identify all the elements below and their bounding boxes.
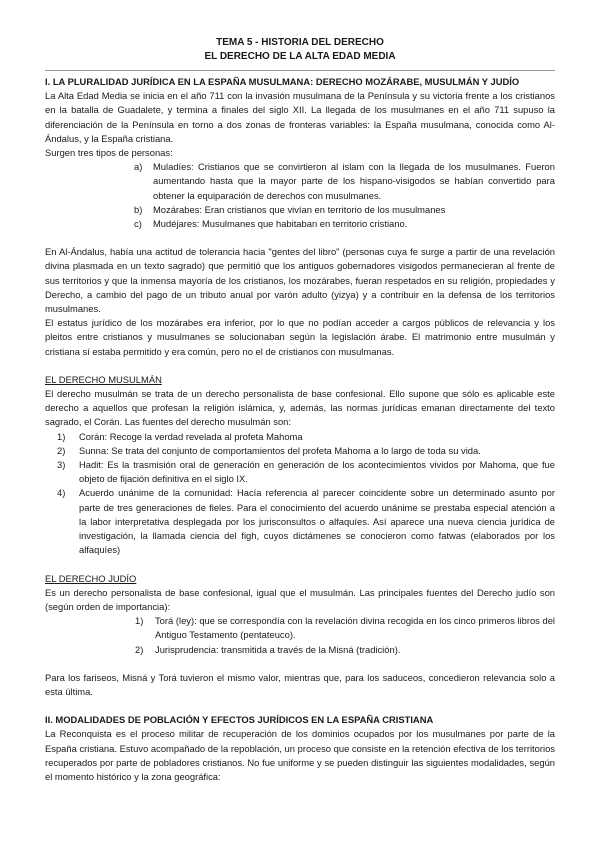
paragraph: Para los fariseos, Misná y Torá tuvieron el mismo valor, mientras que, para los saduceos, concedieron relevancia solo a esta última. bbox=[45, 671, 555, 697]
list-item-text: Sunna: Se trata del conjunto de comportamientos del profeta Mahoma a lo largo de toda su vida. bbox=[79, 444, 481, 456]
paragraph: La Reconquista es el proceso militar de recuperación de los dominios ocupados por los musulmanes por parte de la España cristiana. Estuvo acompañado de la repoblación, un proceso que consiste en la retención efectiva de los territorios recuperados por parte de pobladores cristianos. No fue uniforme y se pueden distinguir las siguientes modalidades, según el momento histórico y la zona geográfica: bbox=[45, 728, 555, 782]
spacer bbox=[45, 558, 555, 572]
list-item bbox=[45, 458, 555, 486]
spacer bbox=[45, 699, 555, 713]
paragraph: Surgen tres tipos de personas: bbox=[45, 147, 173, 159]
persons-list bbox=[45, 160, 555, 231]
section-derecho-musulman bbox=[45, 373, 555, 558]
list-item-text: Hadit: Es la trasmisión oral de generación en generación de los acontecimientos vividos por Mahoma, que fue objeto de fijación definitiva en el siglo IX. bbox=[79, 459, 555, 485]
section-heading: EL DERECHO MUSULMÁN bbox=[45, 373, 162, 385]
list-marker: 2) bbox=[57, 444, 66, 456]
paragraph: El estatus jurídico de los mozárabes era inferior, por lo que no podían acceder a cargos públicos de relevancia y los pleitos entre cristianos y musulmanes se solucionaban según la legislación árabe. El matrimonio entre musulmán y cristiana sí estaba permitido y era común, pero no el de cristianos con musulmanas. bbox=[45, 317, 555, 357]
list-item bbox=[45, 643, 555, 657]
list-marker: 4) bbox=[57, 487, 66, 499]
spacer bbox=[45, 359, 555, 373]
sources-list bbox=[45, 614, 555, 657]
document-subtitle: EL DERECHO DE LA ALTA EDAD MEDIA bbox=[204, 51, 396, 62]
section-pluralidad bbox=[45, 75, 555, 359]
section-derecho-judio bbox=[45, 572, 555, 700]
section-heading: EL DERECHO JUDÍO bbox=[45, 572, 137, 584]
list-item bbox=[45, 217, 555, 231]
list-marker: 1) bbox=[135, 615, 144, 627]
section-modalidades bbox=[45, 713, 555, 784]
paragraph: El derecho musulmán se trata de un derecho personalista de base confesional. Ello supone que sólo es aplicable este derecho a aquellos que profesan la religión islámica, y, además, las normas jurídicas emanan directamente del texto sagrado, el Corán. Las fuentes del derecho musulmán son: bbox=[45, 388, 555, 428]
divider bbox=[45, 70, 555, 71]
list-item bbox=[45, 160, 555, 203]
list-marker: 1) bbox=[57, 430, 66, 442]
document-title: TEMA 5 - HISTORIA DEL DERECHO bbox=[216, 37, 384, 48]
sources-list bbox=[45, 430, 555, 558]
paragraph: Es un derecho personalista de base confesional, igual que el musulmán. Las principales fuentes del Derecho judío son (según orden de importancia): bbox=[45, 586, 555, 612]
list-item bbox=[45, 614, 555, 642]
list-item-text: Mozárabes: Eran cristianos que vivían en territorio de los musulmanes bbox=[153, 203, 446, 215]
list-item bbox=[45, 203, 555, 217]
list-marker: 2) bbox=[135, 643, 144, 655]
paragraph: En Al-Ándalus, había una actitud de tolerancia hacia "gentes del libro" (personas cuya fe surge a partir de una revelación divina plasmada en un texto sagrado) que permitió que los antiguos gobernadores visigodos permanecieran al frente de sus territorios y que la inmensa mayoría de los cristianos, los mozárabes, fueran respetados en su religión, propiedades y Derecho, a cambio del pago de un tributo anual por varón adulto (yizya) y a contribuir en la defensa de los territorios musulmanes. bbox=[45, 246, 555, 315]
list-marker: 3) bbox=[57, 459, 66, 471]
spacer bbox=[45, 231, 555, 245]
list-item-text: Muladíes: Cristianos que se convirtieron al islam con la llegada de los musulmanes. Fueron aumentando hasta que la mayor parte de los hispano-visigodos se habían convertido para obtener la equiparación de derechos con musulmanes. bbox=[153, 161, 555, 201]
list-marker: b) bbox=[134, 203, 143, 215]
list-item-text: Jurisprudencia: transmitida a través de la Misná (tradición). bbox=[155, 643, 401, 655]
section-heading: II. MODALIDADES DE POBLACIÓN Y EFECTOS JURÍDICOS EN LA ESPAÑA CRISTIANA bbox=[45, 714, 434, 726]
list-item-text: Mudéjares: Musulmanes que habitaban en territorio cristiano. bbox=[153, 218, 408, 230]
list-item-text: Corán: Recoge la verdad revelada al profeta Mahoma bbox=[79, 430, 303, 442]
list-item-text: Acuerdo unánime de la comunidad: Hacía referencia al parecer coincidente sobre un determinado asunto por parte de tres generaciones de fieles. Para el conocimiento del acuerdo unánime se prestaba especial atención a la labor interpretativa desplegada por los jurisconsultos o alfaquíes. Así aparece una nueva ciencia jurídica de investigación, la llamada ciencia del figh, cuyos dictámenes se conocieron como fatwas (elaborados por los alfaquíes) bbox=[79, 487, 555, 556]
paragraph: La Alta Edad Media se inicia en el año 711 con la invasión musulmana de la Península y su victoria frente a los cristianos en la batalla de Guadalete, y termina a finales del siglo XII. La llegada de los musulmanes en el año 711 supuso la diferenciación de la Península en torno a dos zonas de fronteras variables: la España musulmana, conocida como Al- Ándalus, y la España cristiana. bbox=[45, 90, 555, 144]
list-item-text: Torá (ley): que se correspondía con la revelación divina recogida en los cinco primeros libros del Antiguo Testamento (pentateuco). bbox=[155, 615, 555, 641]
list-marker: a) bbox=[134, 161, 143, 173]
list-item bbox=[45, 430, 555, 444]
list-marker: c) bbox=[134, 218, 142, 230]
spacer bbox=[45, 657, 555, 671]
list-item bbox=[45, 444, 555, 458]
section-heading: I. LA PLURALIDAD JURÍDICA EN LA ESPAÑA MUSULMANA: DERECHO MOZÁRABE, MUSULMÁN Y JUDÍO bbox=[45, 76, 520, 87]
list-item bbox=[45, 486, 555, 557]
